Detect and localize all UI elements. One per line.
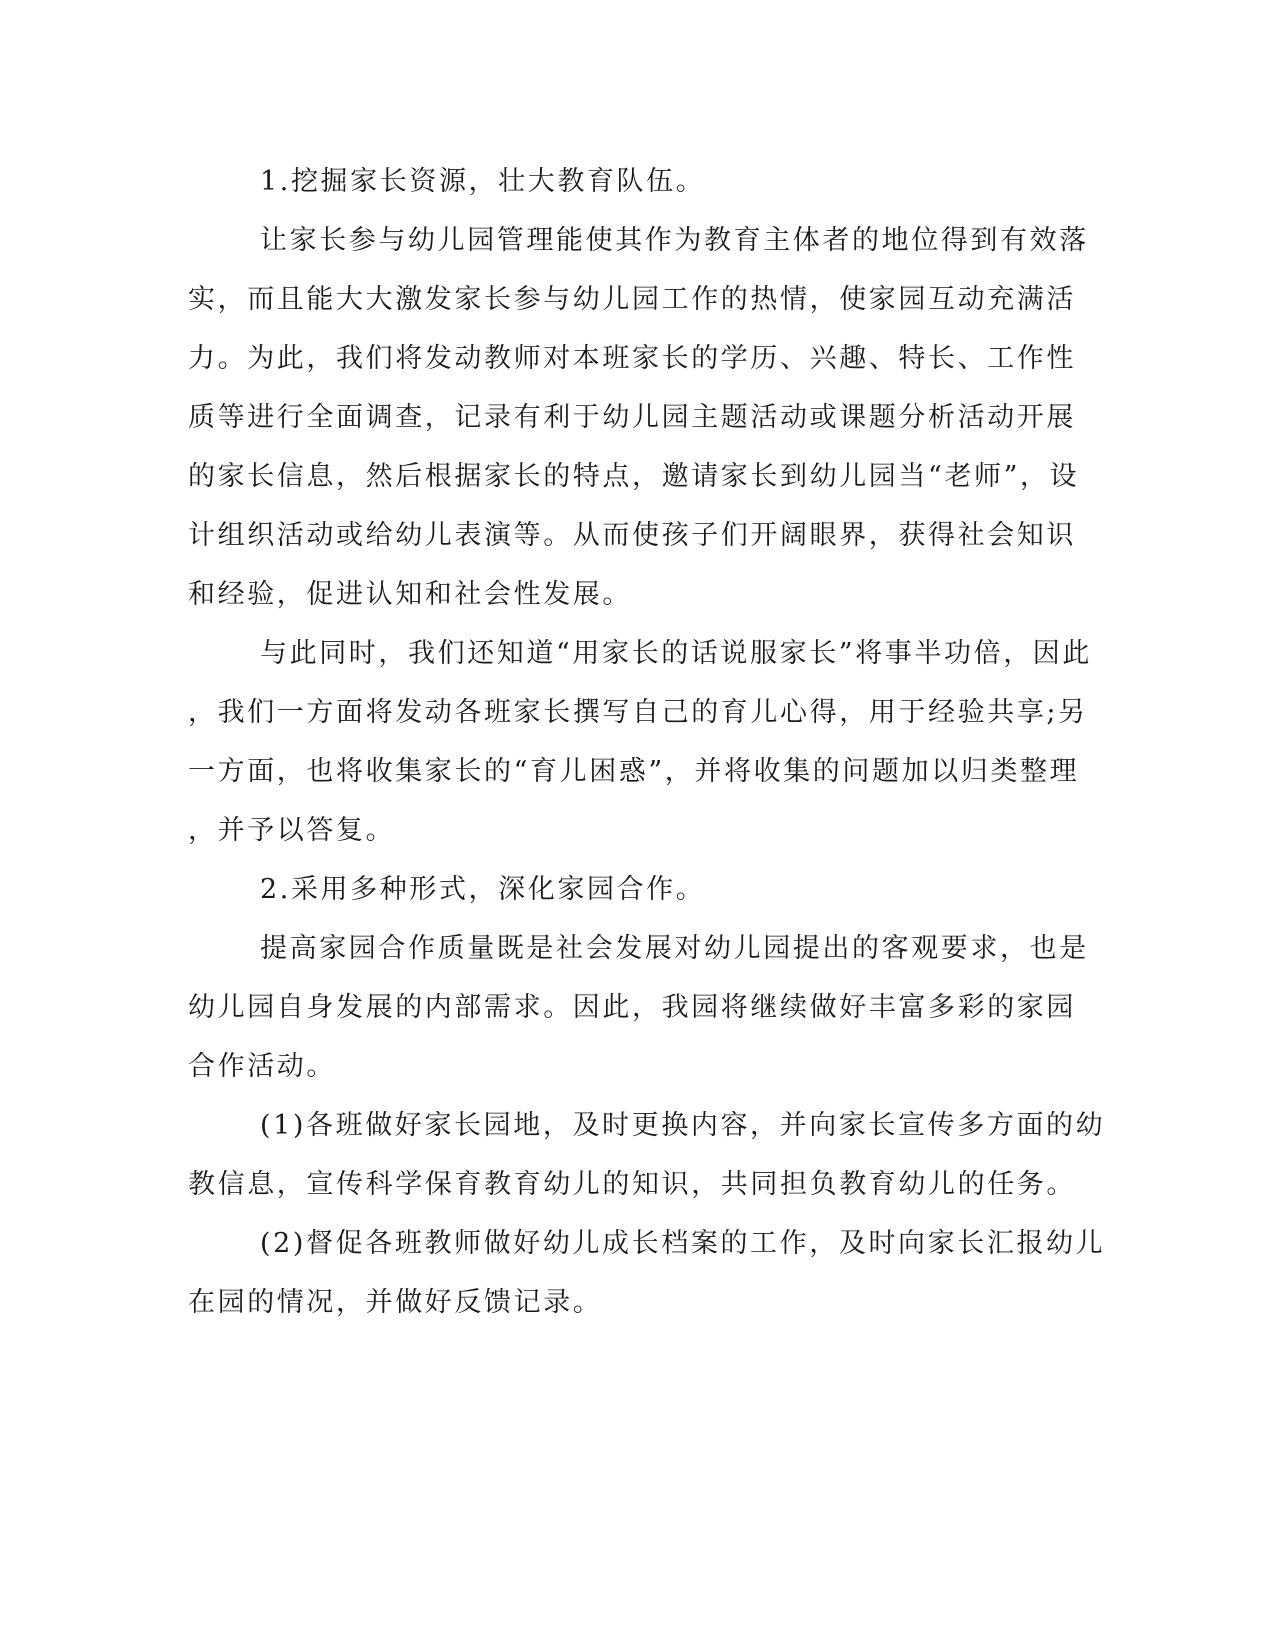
list-item-1: (1)各班做好家长园地，及时更换内容，并向家长宣传多方面的幼 [260, 1110, 1106, 1141]
paragraph-line: 的家长信息，然后根据家长的特点，邀请家长到幼儿园当“老师”，设 [188, 461, 1080, 492]
paragraph-line: 在园的情况，并做好反馈记录。 [188, 1287, 603, 1318]
paragraph-line: ，我们一方面将发动各班家长撰写自己的育儿心得，用于经验共享;另 [188, 697, 1088, 728]
heading-1: 1.挖掘家长资源，壮大教育队伍。 [260, 166, 706, 197]
heading-2: 2.采用多种形式，深化家园合作。 [260, 874, 706, 905]
paragraph-line: 计组织活动或给幼儿表演等。从而使孩子们开阔眼界，获得社会知识 [188, 520, 1076, 551]
paragraph-line: 让家长参与幼儿园管理能使其作为教育主体者的地位得到有效落 [260, 225, 1089, 256]
paragraph-line: 力。为此，我们将发动教师对本班家长的学历、兴趣、特长、工作性 [188, 343, 1076, 374]
paragraph-line: 质等进行全面调查，记录有利于幼儿园主题活动或课题分析活动开展 [188, 402, 1076, 433]
list-item-2: (2)督促各班教师做好幼儿成长档案的工作，及时向家长汇报幼儿 [260, 1228, 1106, 1259]
paragraph-line: 实，而且能大大激发家长参与幼儿园工作的热情，使家园互动充满活 [188, 284, 1076, 315]
paragraph-line: 与此同时，我们还知道“用家长的话说服家长”将事半功倍，因此 [260, 638, 1093, 669]
paragraph-line: 幼儿园自身发展的内部需求。因此，我园将继续做好丰富多彩的家园 [188, 992, 1076, 1023]
paragraph-line: ，并予以答复。 [188, 815, 396, 846]
paragraph-line: 和经验，促进认知和社会性发展。 [188, 579, 632, 610]
paragraph-line: 合作活动。 [188, 1051, 336, 1082]
paragraph-line: 一方面，也将收集家长的“育儿困惑”，并将收集的问题加以归类整理 [188, 756, 1080, 787]
paragraph-line: 提高家园合作质量既是社会发展对幼儿园提出的客观要求，也是 [260, 933, 1089, 964]
paragraph-line: 教信息，宣传科学保育教育幼儿的知识，共同担负教育幼儿的任务。 [188, 1169, 1076, 1200]
